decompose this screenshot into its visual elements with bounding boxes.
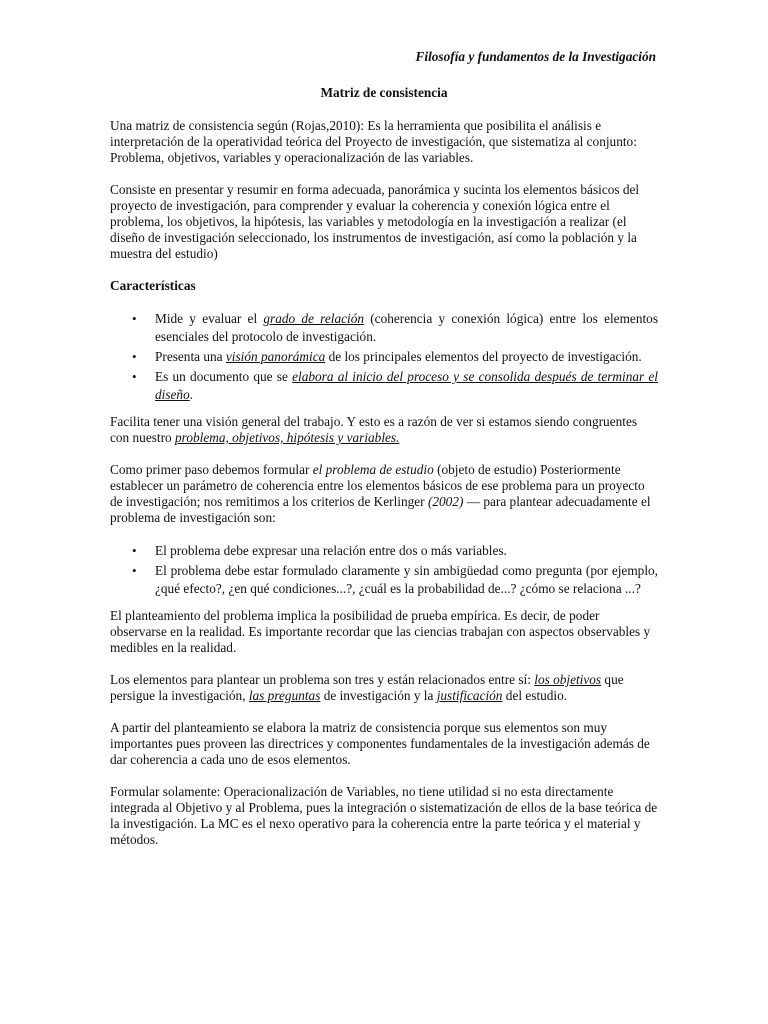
- characteristics-heading: Características: [110, 278, 196, 293]
- list-item: • El problema debe estar formulado claramente y sin ambigüedad como pregunta (por ejemplo, ¿qué efecto?, ¿en qué condiciones...?, ¿cuál es la probabilidad de...? ¿cómo se relaciona ...?: [110, 562, 658, 598]
- running-header: Filosofía y fundamentos de la Investigación: [415, 49, 656, 64]
- link-text: problema, objetivos, hipótesis y variables.: [175, 430, 400, 445]
- paragraph-6: Los elementos para plantear un problema son tres y están relacionados entre sí: los objetivos que persigue la investigación, las preguntas de investigación y la justificación del estudio.: [110, 672, 624, 703]
- paragraph-8: Formular solamente: Operacionalización de Variables, no tiene utilidad si no esta directamente integrada al Objetivo y al Problema, pues la integración o sistematización de ellos de la base teórica de la investigación. La MC es el nexo operativo para la coherencia entre la parte teórica y el material y métodos.: [110, 784, 658, 847]
- paragraph-5: El planteamiento del problema implica la posibilidad de prueba empírica. Es decir, de poder observarse en la realidad. Es importante recordar que las ciencias trabajan con aspectos observables y medibles en la realidad.: [110, 608, 651, 655]
- characteristics-list: [110, 310, 658, 404]
- list-item: • Es un documento que se elabora al inicio del proceso y se consolida después de terminar el diseño.: [110, 368, 658, 404]
- intro-paragraph-2: Consiste en presentar y resumir en forma adecuada, panorámica y sucinta los elementos básicos del proyecto de investigación, para comprender y evaluar la coherencia y conexión lógica entre el problema, los objetivos, la hipótesis, las variables y metodología en la investigación a realizar (el diseño de investigación seleccionado, los instrumentos de investigación, así como la población y la muestra del estudio): [110, 182, 640, 261]
- document-body: [110, 118, 658, 848]
- list-item: • Mide y evaluar el grado de relación (coherencia y conexión lógica) entre los elementos esenciales del protocolo de investigación.: [110, 310, 658, 346]
- paragraph-3: Facilita tener una visión general del trabajo. Y esto es a razón de ver si estamos siendo congruentes con nuestro problema, objetivos, hipótesis y variables.: [110, 414, 638, 445]
- paragraph-7: A partir del planteamiento se elabora la matriz de consistencia porque sus elementos son muy importantes pues proveen las directrices y componentes fundamentales de la investigación además de dar coherencia a cada uno de esos elementos.: [110, 720, 650, 767]
- list-item: • El problema debe expresar una relación entre dos o más variables.: [110, 542, 658, 560]
- problem-criteria-list: [110, 542, 658, 598]
- page-title: Matriz de consistencia: [320, 85, 448, 100]
- list-item: • Presenta una visión panorámica de los principales elementos del proyecto de investigación.: [110, 348, 658, 366]
- link-text: grado de relación: [263, 311, 365, 326]
- link-text: elabora al inicio del proceso y se consolida después de terminar el diseño: [155, 369, 658, 402]
- intro-paragraph-1: Una matriz de consistencia según (Rojas,2010): Es la herramienta que posibilita el análisis e interpretación de la operatividad teórica del Proyecto de investigación, que sistematiza al conjunto: Problema, objetivos, variables y operacionalización de las variables.: [110, 118, 637, 165]
- paragraph-4: Como primer paso debemos formular el problema de estudio (objeto de estudio) Posteriormente establecer un parámetro de coherencia entre los elementos básicos de ese problema para un proyecto de investigación; nos remitimos a los criterios de Kerlinger (2002) — para plantear adecuadamente el problema de investigación son:: [110, 462, 651, 525]
- link-text: visión panorámica: [225, 349, 326, 364]
